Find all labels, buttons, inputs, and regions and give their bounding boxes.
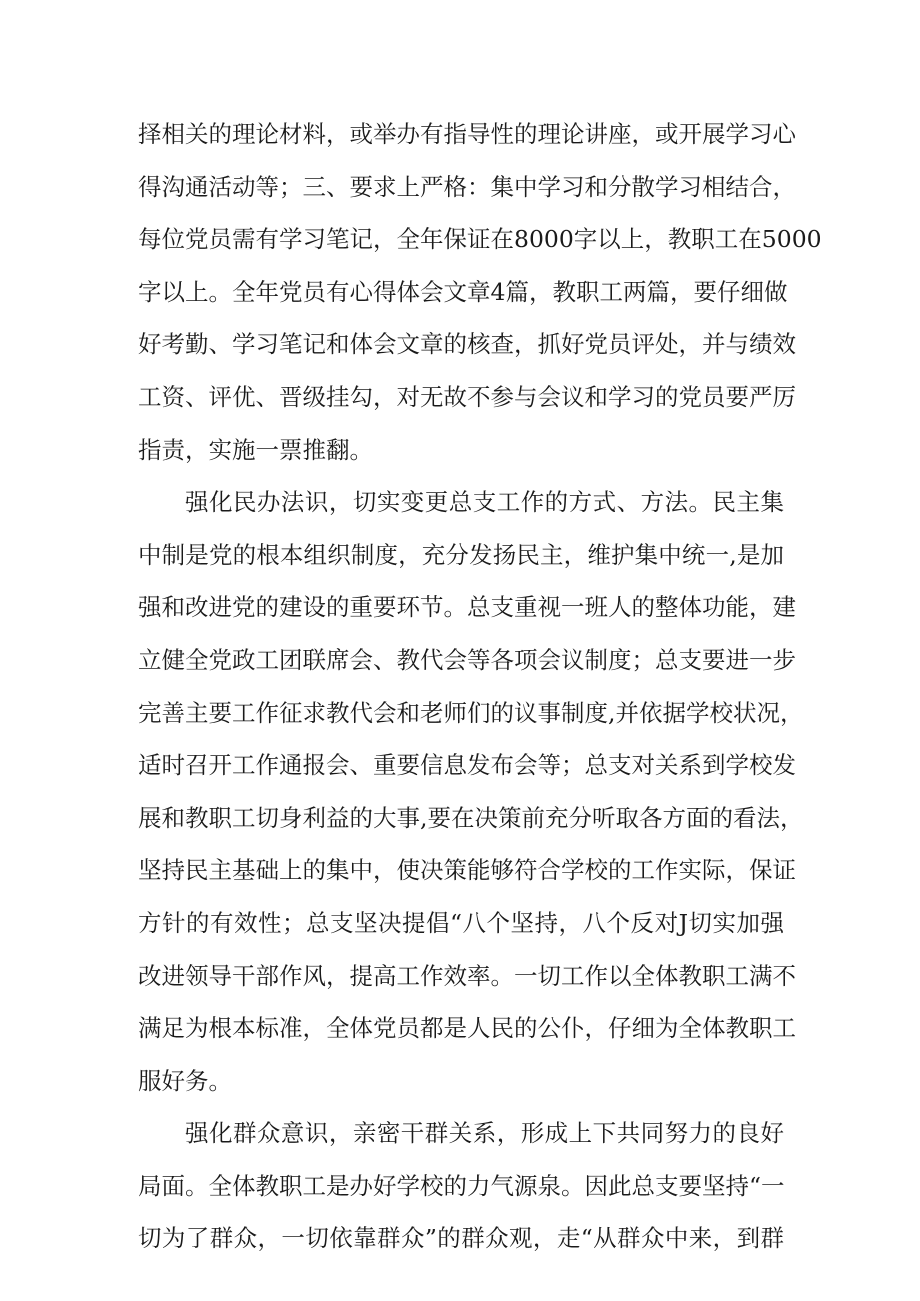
text-line: 择相关的理论材料，或举办有指导性的理论讲座，或开展学习心 [138,120,796,148]
text-line: 切为了群众，一切依靠群众”的群众观，走“从群众中来，到群 [138,1224,784,1253]
text-line: 改进领导干部作风，提高工作效率。一切工作以全体教职工满不 [138,961,796,990]
text-line: 好考勤、学习笔记和体会文章的核查，抓好党员评处，并与绩效 [138,330,796,359]
text-line: 满足为根本标准，全体党员都是人民的公仆，仔细为全体教职工 [138,1014,796,1043]
text-line: 得沟通活动等；三、要求上严格：集中学习和分散学习相结合， [138,172,796,201]
text-line: 适时召开工作通报会、重要信息发布会等；总支对关系到学校发 [138,751,796,780]
text-line: 方针的有效性；总支坚决提倡“八个坚持，八个反对J切实加强 [138,908,784,937]
paragraph [138,108,822,476]
paragraph [138,1107,784,1265]
text-line: 局面。全体教职工是办好学校的力气源泉。因此总支要坚持“一 [138,1171,785,1200]
text-line: 服好务。 [138,1066,232,1095]
text-line: 中制是党的根本组织制度，充分发扬民主，维护集中统一,是加 [138,540,784,569]
text-line: 展和教职工切身利益的大事,要在决策前充分听取各方面的看法， [138,803,804,832]
text-line: 强化群众意识，亲密干群关系，形成上下共同努力的良好 [185,1119,784,1148]
text-line: 指责，实施一票推翻。 [138,435,373,464]
text-line: 完善主要工作征求教代会和老师们的议事制度,并依据学校状况， [138,698,804,727]
paragraph [138,476,804,1107]
text-line: 立健全党政工团联席会、教代会等各项会议制度；总支要进一步 [138,645,796,674]
text-line: 坚持民主基础上的集中，使决策能够符合学校的工作实际，保证 [138,856,796,885]
text-line: 每位党员需有学习笔记，全年保证在8000字以上，教职工在5000 [138,225,822,254]
text-line: 字以上。全年党员有心得体会文章4篇，教职工两篇，要仔细做 [138,277,788,306]
text-line: 强化民办法识，切实变更总支工作的方式、方法。民主集 [185,488,784,517]
text-line: 工资、评优、晋级挂勾，对无故不参与会议和学习的党员要严厉 [138,382,796,411]
document-body [138,108,822,1265]
text-line: 强和改进党的建设的重要环节。总支重视一班人的整体功能，建 [138,593,796,622]
